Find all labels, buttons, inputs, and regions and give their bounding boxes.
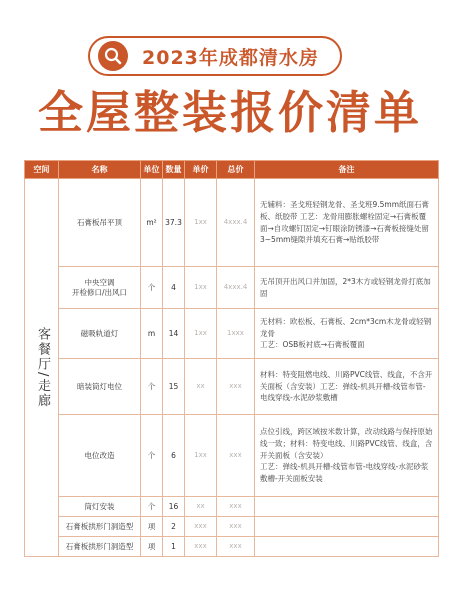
item-name: 石膏板拱形门洞造型	[59, 517, 141, 537]
item-qty: 15	[163, 359, 185, 415]
item-price: 1xx	[185, 309, 217, 359]
item-qty: 6	[163, 415, 185, 497]
space-label: 客餐厅/走廊	[34, 326, 50, 409]
page-title: 全屋整装报价清单	[37, 86, 422, 139]
item-total: xxx	[217, 415, 255, 497]
column-header: 数量	[163, 161, 185, 179]
subtitle-text: 2023年成都清水房	[142, 46, 319, 69]
item-total: 1xxx	[217, 309, 255, 359]
item-price: 1xx	[185, 415, 217, 497]
item-qty: 37.3	[163, 179, 185, 267]
item-name: 石膏板吊平顶	[59, 179, 141, 267]
table-row	[25, 415, 439, 497]
table-header-row	[25, 161, 439, 179]
item-remark: 无吊顶开出风口并加固，2*3木方或轻钢龙骨打底加固	[255, 267, 439, 309]
item-qty: 4	[163, 267, 185, 309]
item-unit: 个	[141, 267, 163, 309]
table-row	[25, 267, 439, 309]
item-price: xx	[185, 359, 217, 415]
item-price: xx	[185, 497, 217, 517]
table-row	[25, 497, 439, 517]
item-price: xxx	[185, 517, 217, 537]
item-total: xxx	[217, 517, 255, 537]
column-header: 单位	[141, 161, 163, 179]
item-qty: 2	[163, 517, 185, 537]
item-total: 4xxx.4	[217, 267, 255, 309]
item-name: 电位改造	[59, 415, 141, 497]
column-header: 空间	[25, 161, 59, 179]
item-unit: m	[141, 309, 163, 359]
item-total: xxx	[217, 359, 255, 415]
item-remark	[255, 537, 439, 557]
item-total: xxx	[217, 497, 255, 517]
table-row	[25, 179, 439, 267]
item-remark: 无辅料：圣戈班轻钢龙骨、圣戈班9.5mm纸面石膏板、纸胶带 工艺：龙骨用膨胀螺栓固定→石膏板覆面→自攻螺钉固定→钉眼涂防锈漆→石膏板接缝处留3~5mm缝隙并填充石膏→贴纸胶带	[255, 179, 439, 267]
subtitle-pill	[88, 36, 342, 76]
item-remark: 无材料：欧松板、石膏板、2cm*3cm木龙骨或轻钢龙骨 工艺：OSB板衬底→石膏板覆面	[255, 309, 439, 359]
item-qty: 14	[163, 309, 185, 359]
column-header: 总价	[217, 161, 255, 179]
item-name: 中央空调 开检修口/出风口	[59, 267, 141, 309]
item-unit: 个	[141, 497, 163, 517]
item-unit: 项	[141, 517, 163, 537]
column-header: 备注	[255, 161, 439, 179]
item-unit: 个	[141, 359, 163, 415]
table-row	[25, 537, 439, 557]
item-price: 1xx	[185, 179, 217, 267]
item-price: xxx	[185, 537, 217, 557]
quote-table	[24, 160, 439, 557]
column-header: 单价	[185, 161, 217, 179]
item-name: 石膏板拱形门洞造型	[59, 537, 141, 557]
search-icon	[98, 41, 128, 71]
column-header: 名称	[59, 161, 141, 179]
item-unit: m²	[141, 179, 163, 267]
item-price: 1xx	[185, 267, 217, 309]
table-row	[25, 309, 439, 359]
item-unit: 项	[141, 537, 163, 557]
item-remark	[255, 497, 439, 517]
item-name: 磁吸轨道灯	[59, 309, 141, 359]
item-name: 暗装筒灯电位	[59, 359, 141, 415]
item-name: 筒灯安装	[59, 497, 141, 517]
item-remark	[255, 517, 439, 537]
item-qty: 1	[163, 537, 185, 557]
item-unit: 个	[141, 415, 163, 497]
space-cell	[25, 179, 59, 557]
item-remark: 点位引线，跨区域按米数计算，改动线路与保持原始线一致；材料：特变电线、川路PVC线管、线盒，含开关面板（含安装） 工艺：弹线-机具开槽-线管布管-电线穿线-水泥砂浆敷槽-开关面板安装	[255, 415, 439, 497]
table-row	[25, 359, 439, 415]
table-row	[25, 517, 439, 537]
item-remark: 材料：特变阻燃电线、川路PVC线管、线盒，不含开关面板（含安装）工艺：弹线-机具开槽-线管布管-电线穿线-水泥砂浆敷槽	[255, 359, 439, 415]
item-total: 4xxx.4	[217, 179, 255, 267]
item-total: xxx	[217, 537, 255, 557]
item-qty: 16	[163, 497, 185, 517]
